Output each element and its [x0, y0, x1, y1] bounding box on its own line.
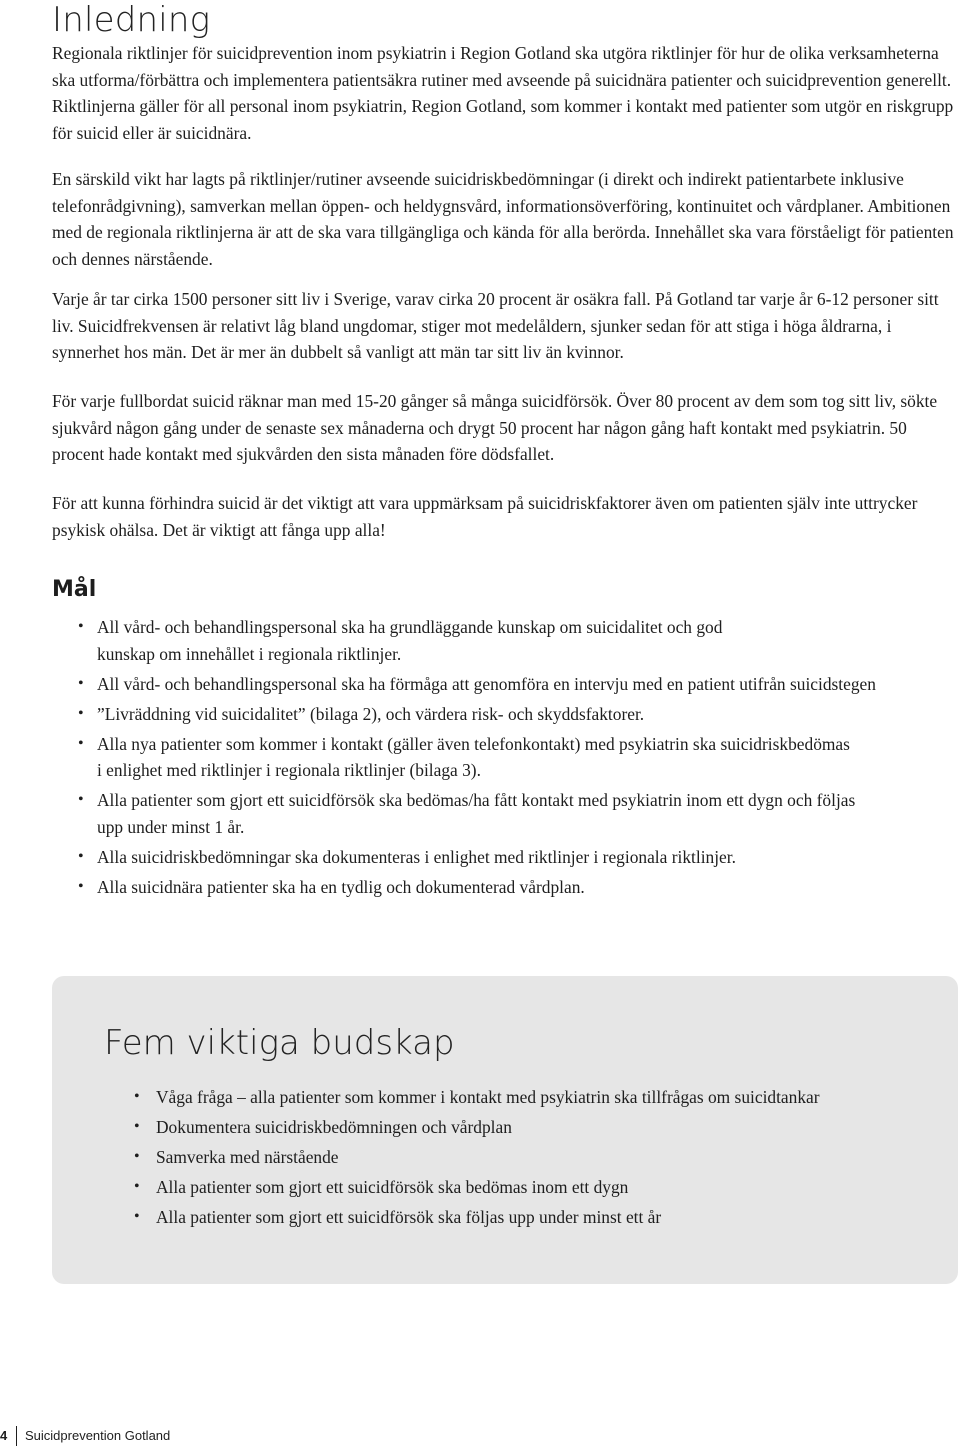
goal-text: Alla patienter som gjort ett suicidförsök ska bedömas/ha fått kontakt med psykiatrin inom ett dygn och följas — [97, 790, 856, 810]
section-heading: Inledning — [52, 0, 211, 40]
page-number: 4 — [0, 1428, 8, 1443]
key-messages-box — [52, 976, 958, 1284]
goal-text: Alla nya patienter som kommer i kontakt (gäller även telefonkontakt) med psykiatrin ska suicidriskbedömas — [97, 733, 850, 754]
publication-name: Suicidprevention Gotland — [25, 1428, 171, 1443]
message-text: Våga fråga – alla patienter som kommer i kontakt med psykiatrin ska tillfrågas om suicidtankar — [156, 1087, 820, 1107]
bullet-marker: • — [134, 1118, 140, 1135]
goal-text: Alla suicidriskbedömningar ska dokumenteras i enlighet med riktlinjer i regionala riktlinjer. — [97, 846, 736, 867]
bullet-marker: • — [78, 847, 84, 865]
message-item — [104, 1174, 924, 1201]
bullet-marker: • — [78, 791, 84, 808]
message-text: Alla patienter som gjort ett suicidförsök ska bedömas inom ett dygn — [156, 1177, 629, 1197]
goal-text: ”Livräddning vid suicidalitet” (bilaga 2), och värdera risk- och skyddsfaktorer. — [97, 703, 645, 724]
key-messages-heading: Fem viktiga budskap — [104, 1023, 455, 1063]
goals-list — [52, 614, 960, 904]
statistics-paragraph: Varje år tar cirka 1500 personer sitt liv i Sverige, varav cirka 20 procent är osäkra fall. På Gotland tar varje år 6-12 personer sitt liv. Suicidfrekvensen är relativt låg bland ungdomar, stiger mot medelåldern, sjunker sedan för att stiga i höga åldrarna, i synnerhet hos män. Det är mer än dubbelt så vanligt att män tar sitt liv än kvinnor. — [52, 289, 939, 362]
goal-item — [52, 614, 960, 667]
message-item — [104, 1204, 924, 1231]
goal-text: upp under minst 1 år. — [97, 816, 245, 837]
bullet-marker: • — [134, 1208, 140, 1225]
goal-text: All vård- och behandlingspersonal ska ha förmåga att genomföra en intervju med en patient utifrån suicidstegen — [97, 673, 876, 694]
message-item — [104, 1114, 924, 1141]
focus-paragraph: En särskild vikt har lagts på riktlinjer/rutiner avseende suicidriskbedömningar (i direkt och indirekt patientarbete inklusive telefonrådgivning), samverkan mellan öppen- och heldygnsvård, informationsöverföring, kontinuitet och vårdplaner. Ambitionen med de regionala riktlinjerna är att de ska vara tillgängliga och kända för alla berörda. Innehållet ska vara förståeligt för patienten och dennes närstående. — [52, 169, 954, 269]
bullet-marker: • — [78, 704, 84, 722]
goal-item — [52, 874, 960, 901]
intro-paragraph: Regionala riktlinjer för suicidprevention inom psykiatrin i Region Gotland ska utgöra riktlinjer för hur de olika verksamheterna ska utforma/förbättra och implementera patientsäkra rutiner med avseende på suicidnära patienter och suicidprevention generellt. Riktlinjerna gäller för all personal inom psykiatrin, Region Gotland, som kommer i kontakt med patienter som utgör en riskgrupp för suicid eller är suicidnära. — [52, 43, 954, 143]
bullet-marker: • — [134, 1178, 140, 1195]
bullet-marker: • — [78, 674, 84, 692]
goals-heading: Mål — [52, 577, 97, 602]
attempts-paragraph: För varje fullbordat suicid räknar man med 15-20 gånger så många suicidförsök. Över 80 procent av dem som tog sitt liv, sökte sjukvård någon gång under de senaste sex månaderna och drygt 50 procent har någon gång haft kontakt med psykiatrin. 50 procent hade kontakt med sjukvården den sista månaden före dödsfallet. — [52, 391, 938, 464]
goal-item — [52, 671, 960, 698]
riskfactors-paragraph: För att kunna förhindra suicid är det viktigt att vara uppmärksam på suicidriskfaktorer även om patienten själv inte uttrycker psykisk ohälsa. Det är viktigt att fånga upp alla! — [52, 493, 918, 540]
bullet-marker: • — [134, 1148, 140, 1165]
bullet-marker: • — [134, 1088, 140, 1105]
bullet-marker: • — [78, 877, 84, 895]
goal-item — [52, 787, 960, 840]
goal-text: i enlighet med riktlinjer i regionala riktlinjer (bilaga 3). — [97, 760, 481, 780]
bullet-marker: • — [78, 734, 84, 752]
goal-item — [52, 731, 960, 784]
message-item — [104, 1084, 924, 1111]
goal-item — [52, 701, 960, 728]
footer-divider — [16, 1426, 17, 1446]
page-footer — [0, 1424, 400, 1446]
message-text: Dokumentera suicidriskbedömningen och vårdplan — [156, 1117, 512, 1137]
message-item — [104, 1144, 924, 1171]
message-text: Samverka med närstående — [156, 1147, 339, 1167]
goal-text: kunskap om innehållet i regionala riktlinjer. — [97, 643, 402, 664]
goal-text: All vård- och behandlingspersonal ska ha grundläggande kunskap om suicidalitet och god — [97, 617, 723, 637]
goal-text: Alla suicidnära patienter ska ha en tydlig och dokumenterad vårdplan. — [97, 876, 585, 897]
bullet-marker: • — [78, 618, 84, 635]
goal-item — [52, 844, 960, 871]
key-messages-list — [104, 1084, 924, 1234]
message-text: Alla patienter som gjort ett suicidförsök ska följas upp under minst ett år — [156, 1207, 662, 1227]
